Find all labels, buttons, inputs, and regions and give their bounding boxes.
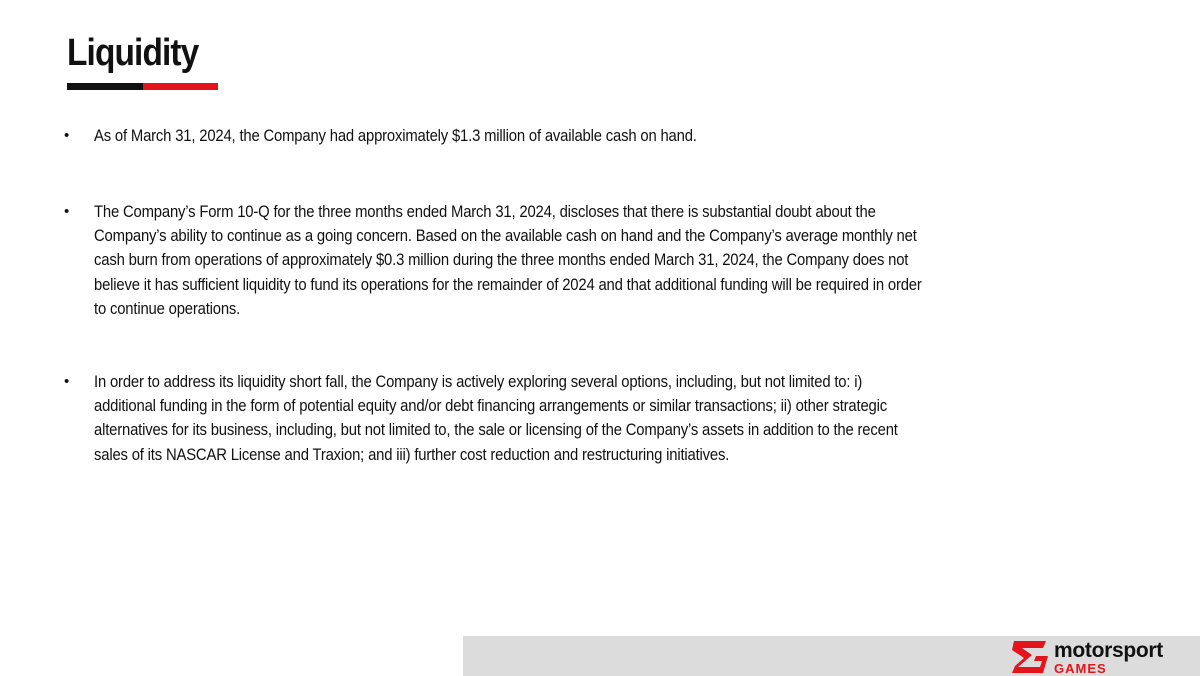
- logo-subword: GAMES: [1054, 660, 1107, 676]
- logo-word: motorsport: [1054, 638, 1163, 662]
- bullet-text: In order to address its liquidity short fall, the Company is actively exploring several options, including, but not limited to: i) additional funding in the form of potential equity and/or debt financing arrangements or similar transactions; ii) other strategic alternatives for its business, including, but not limited to, the sale or licensing of the Company’s assets in addition to the recent sales of its NASCAR License and Traxion; and iii) further cost reduction and restructuring initiatives.: [94, 373, 898, 464]
- bullet-item: [62, 124, 1014, 149]
- bullet-marker: •: [64, 127, 70, 144]
- logo-text: [1054, 640, 1163, 675]
- title-underline: [67, 83, 218, 90]
- bullet-text: As of March 31, 2024, the Company had approximately $1.3 million of available cash on hand.: [94, 127, 697, 145]
- title-underline-red: [143, 83, 218, 90]
- title-underline-black: [67, 83, 143, 90]
- slide-title: Liquidity: [67, 32, 199, 74]
- bullet-text: The Company’s Form 10-Q for the three months ended March 31, 2024, discloses that there is substantial doubt about the Company’s ability to continue as a going concern. Based on the available cash on hand and the Company’s average monthly net cash burn from operations of approximately $0.3 million during the three months ended March 31, 2024, the Company does not believe it has sufficient liquidity to fund its operations for the remainder of 2024 and that additional funding will be required in order to continue operations.: [94, 203, 922, 318]
- bullet-item: [62, 200, 1014, 321]
- bullet-marker: •: [64, 203, 70, 220]
- motorsport-games-mark-icon: [1010, 639, 1050, 675]
- bullet-item: [62, 370, 1014, 467]
- motorsport-games-logo: [1010, 638, 1195, 676]
- bullet-marker: •: [64, 373, 70, 390]
